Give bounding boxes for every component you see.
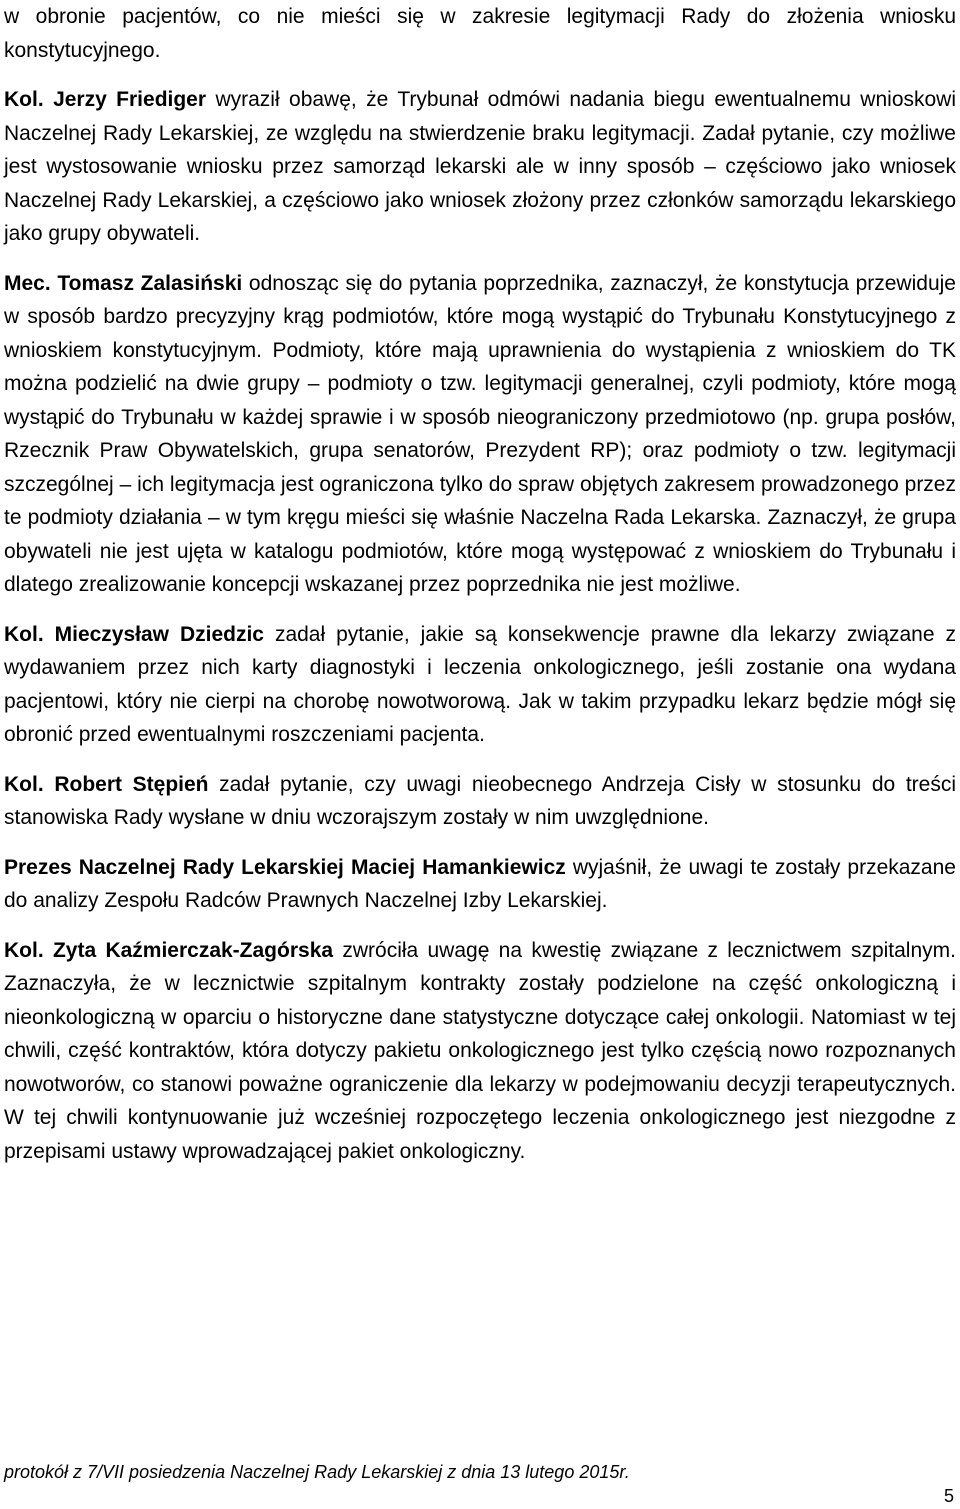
paragraph-text: w obronie pacjentów, co nie mieści się w zakresie legitymacji Rady do złożenia wniosku konstytucyjnego. [4,5,956,62]
paragraph-hamankiewicz [4,851,956,918]
paragraph-continuation [4,0,956,67]
paragraph-zalasinski [4,267,956,602]
speaker-title: Kol. [4,772,44,796]
paragraph-friediger [4,83,956,251]
speaker-title: Kol. [4,88,44,111]
speaker-name: Zyta Kaźmierczak-Zagórska [52,938,334,962]
speaker-title: Mec. [4,271,51,295]
paragraph-stepien [4,768,956,835]
paragraph-text: odnosząc się do pytania poprzednika, zaznaczył, że konstytucja przewiduje w sposób bardzo precyzyjny krąg podmiotów, które mogą wystąpić do Trybunału Konstytucyjnego z wnioskiem konstytucyjnym. Podmioty, które mają uprawnienia do wystąpienia z wnioskiem do TK można podzielić na dwie grupy – podmioty o tzw. legitymacji generalnej, czyli podmioty, które mogą wystąpić do Trybunału w każdej sprawie i w sposób nieograniczony przedmiotowo (np. grupa posłów, Rzecznik Praw Obywatelskich, grupa senatorów, Prezydent RP); oraz podmioty o tzw. legitymacji szczególnej – ich legitymacja jest ograniczona tylko do spraw objętych zakresem prowadzonego przez te podmioty działania – w tym kręgu mieści się właśnie Naczelna Rada Lekarska. Zaznaczył, że grupa obywateli nie jest ujęta w katalogu podmiotów, które mogą występować z wnioskiem do Trybunału i dlatego zrealizowanie koncepcji wskazanej przez poprzednika nie jest możliwe. [4,271,956,596]
paragraph-text: zadał pytanie, czy uwagi nieobecnego Andrzeja Cisły w stosunku do treści stanowiska Rady wysłane w dniu wczorajszym zostały w nim uwzględnione. [4,772,956,829]
document-page [4,0,956,1509]
speaker-title: Prezes Naczelnej Rady Lekarskiej [4,855,344,879]
protocol-footer: protokół z 7/VII posiedzenia Naczelnej Rady Lekarskiej z dnia 13 lutego 2015r. [4,1462,630,1482]
paragraph-text: zwróciła uwagę na kwestię związane z lecznictwem szpitalnym. Zaznaczyła, że w lecznictwie szpitalnym kontrakty zostały podzielone na część onkologiczną i nieonkologiczną w oparciu o historyczne dane statystyczne dotyczące całej onkologii. Natomiast w tej chwili, część kontraktów, która dotyczy pakietu onkologicznego jest tylko częścią nowo rozpoznanych nowotworów, co stanowi poważne ograniczenie dla lekarzy w podejmowaniu decyzji terapeutycznych. W tej chwili kontynuowanie już wcześniej rozpoczętego leczenia onkologicznego jest niezgodne z przepisami ustawy wprowadzającej pakiet onkologiczny. [4,938,956,1163]
speaker-name: Maciej Hamankiewicz [350,855,566,879]
paragraph-text: wyraził obawę, że Trybunał odmówi nadania biegu ewentualnemu wnioskowi Naczelnej Rady Lekarskiej, ze względu na stwierdzenie braku legitymacji. Zadał pytanie, czy możliwe jest wystosowanie wniosku przez samorząd lekarski ale w inny sposób – częściowo jako wniosek Naczelnej Rady Lekarskiej, a częściowo jako wniosek złożony przez członków samorządu lekarskiego jako grupy obywateli. [4,88,957,245]
speaker-title: Kol. [4,622,44,646]
speaker-name: Mieczysław Dziedzic [54,622,264,646]
paragraph-text: wyjaśnił, że uwagi te zostały przekazane do analizy Zespołu Radców Prawnych Naczelnej Izby Lekarskiej. [4,855,956,912]
speaker-name: Robert Stępień [54,772,209,796]
paragraph-text: zadał pytanie, jakie są konsekwencje prawne dla lekarzy związane z wydawaniem przez nich karty diagnostyki i leczenia onkologicznego, jeśli zostanie ona wydana pacjentowi, który nie cierpi na chorobę nowotworową. Jak w takim przypadku lekarz będzie mógł się obronić przed ewentualnymi roszczeniami pacjenta. [4,622,956,746]
speaker-name: Jerzy Friediger [53,88,207,111]
page-number: 5 [943,1486,954,1506]
speaker-name: Tomasz Zalasiński [57,271,243,295]
paragraph-dziedzic [4,618,956,752]
speaker-title: Kol. [4,938,44,962]
paragraph-kazmierczak-zagorska [4,934,956,1169]
